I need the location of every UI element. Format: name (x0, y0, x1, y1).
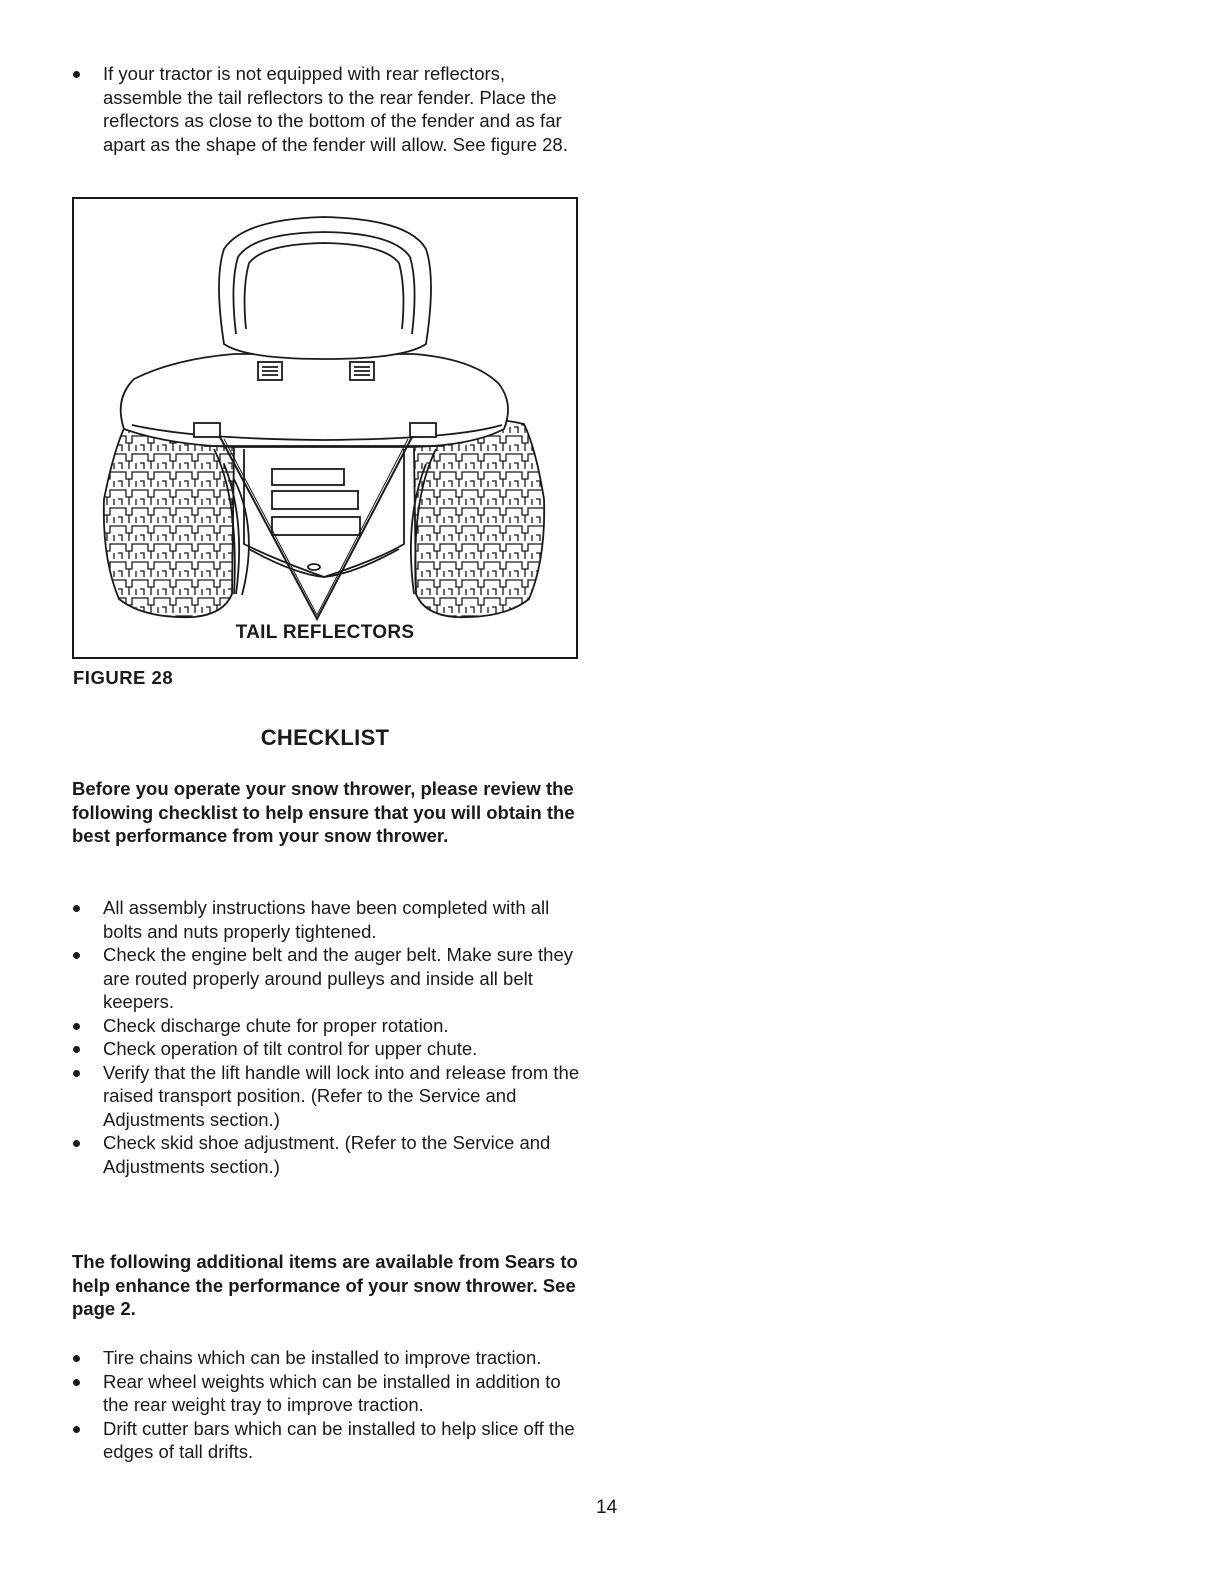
additional-intro: The following additional items are available from Sears to help enhance the performance of your snow thrower. See page 2. (72, 1251, 578, 1319)
checklist-item: Check discharge chute for proper rotation. (72, 1014, 582, 1038)
left-tail-reflector (194, 423, 220, 437)
checklist-heading: CHECKLIST (260, 725, 390, 750)
checklist-intro: Before you operate your snow thrower, please review the following checklist to help ensure that you will obtain the best performance from your snow thrower. (72, 778, 575, 846)
additional-item: Tire chains which can be installed to improve traction. (72, 1346, 582, 1370)
rear-fender (121, 354, 508, 447)
right-rear-tire (411, 419, 544, 618)
additional-item: Drift cutter bars which can be installed to help slice off the edges of tall drifts. (72, 1417, 582, 1464)
tractor-rear-illustration (74, 199, 576, 657)
additional-list (72, 1346, 582, 1464)
checklist-item: Check operation of tilt control for upper chute. (72, 1037, 582, 1061)
tail-reflectors-label: TAIL REFLECTORS (235, 622, 415, 643)
additional-intro-section (72, 1250, 582, 1321)
intro-section (72, 62, 582, 156)
checklist-item: Verify that the lift handle will lock into and release from the raised transport position. (Refer to the Service and Adjustments section.) (72, 1061, 582, 1132)
checklist-item: All assembly instructions have been completed with all bolts and nuts properly tightened. (72, 896, 582, 943)
figure-caption: FIGURE 28 (73, 667, 174, 688)
checklist-item: Check skid shoe adjustment. (Refer to the Service and Adjustments section.) (72, 1131, 582, 1178)
page-number: 14 (596, 1497, 618, 1518)
intro-bullet-list (72, 62, 582, 156)
checklist-item: Check the engine belt and the auger belt. Make sure they are routed properly around pulleys and inside all belt keepers. (72, 943, 582, 1014)
checklist-list (72, 896, 582, 1178)
checklist-intro-section (72, 777, 582, 848)
additional-item: Rear wheel weights which can be installed in addition to the rear weight tray to improve traction. (72, 1370, 582, 1417)
right-tail-reflector (410, 423, 436, 437)
additional-section (72, 1346, 582, 1464)
intro-bullet: If your tractor is not equipped with rear reflectors, assemble the tail reflectors to the rear fender. Place the reflectors as close to the bottom of the fender and as far apart as the shape of the fender will allow. See figure 28. (72, 62, 582, 156)
rear-housing (244, 449, 404, 577)
figure-28-box (72, 197, 578, 659)
checklist-section (72, 896, 582, 1178)
